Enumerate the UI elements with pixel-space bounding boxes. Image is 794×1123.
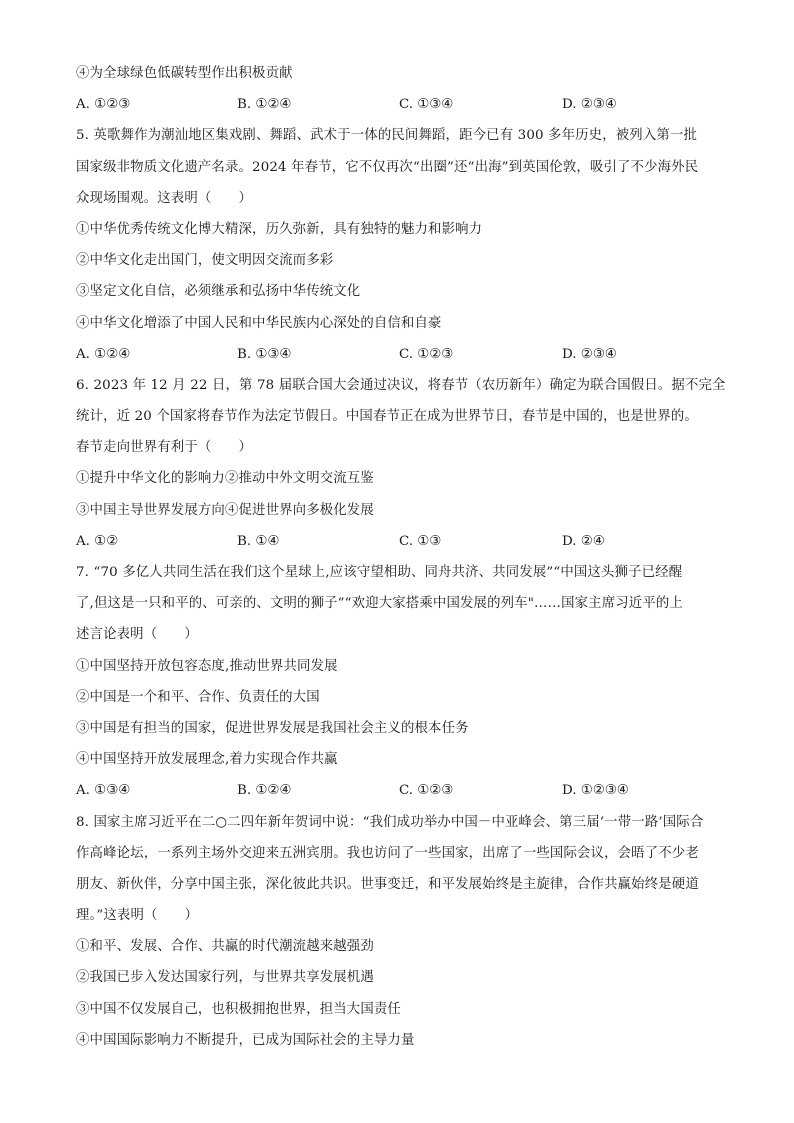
q5-option-c: C. ①②③ xyxy=(399,346,454,362)
q5-option-b: B. ①③④ xyxy=(237,346,292,362)
q6-stem-line-1: 6. 2023 年 12 月 22 日，第 78 届联合国大会通过决议，将春节（农历新年）确定为联合国假日。据不完全 xyxy=(76,377,726,393)
q6-option-d: D. ②④ xyxy=(562,533,605,549)
q7-stem-line-3: 述言论表明（ ） xyxy=(76,627,198,643)
q5-stem-line-3: 众现场围观。这表明（ ） xyxy=(76,190,253,206)
q6-option-c: C. ①③ xyxy=(399,533,442,549)
q7-option-a: A. ①③④ xyxy=(76,783,131,799)
q8-item-1: ①和平、发展、合作、共赢的时代潮流越来越强劲 xyxy=(76,939,374,955)
q8-item-3: ③中国不仅发展自己，也积极拥抱世界，担当大国责任 xyxy=(76,1001,401,1017)
q7-item-2: ②中国是一个和平、合作、负责任的大国 xyxy=(76,689,320,705)
q8-stem-line-4: 理。”这表明（ ） xyxy=(76,908,199,924)
q7-item-4: ④中国坚持开放发展理念,着力实现合作共赢 xyxy=(76,752,338,768)
q5-option-a: A. ①②④ xyxy=(76,346,131,362)
q8-stem-line-3: 朋友、新伙伴，分享中国主张，深化彼此共识。世事变迁，和平发展始终是主旋律，合作共赢始终是硬道 xyxy=(76,876,699,892)
q4-options xyxy=(76,89,726,120)
q6-option-a: A. ①② xyxy=(76,533,119,549)
q7-option-c: C. ①②③ xyxy=(399,783,454,799)
q6-option-b: B. ①④ xyxy=(237,533,280,549)
q7-stem-line-1: 7. “70 多亿人共同生活在我们这个星球上,应该守望相助、同舟共济、共同发展”“中国这头狮子已经醒 xyxy=(76,565,683,580)
q8-stem-line-1: 8. 国家主席习近平在二○二四年新年贺词中说：“我们成功举办中国－中亚峰会、第三届‘一带一路’国际合 xyxy=(76,814,704,830)
q5-options xyxy=(76,339,726,370)
q5-stem-line-1: 5. 英歌舞作为潮汕地区集戏剧、舞蹈、武术于一体的民间舞蹈，距今已有 300 多年历史，被列入第一批 xyxy=(76,128,698,144)
q4-option-b: B. ①②④ xyxy=(237,97,292,113)
q5-stem-line-2: 国家级非物质文化遗产名录。2024 年春节，它不仅再次“出圈”还“出海”到英国伦敦，吸引了不少海外民 xyxy=(76,159,699,175)
q4-option-d: D. ②③④ xyxy=(562,97,617,113)
q4-item-4: ④为全球绿色低碳转型作出积极贡献 xyxy=(76,66,293,81)
q7-option-d: D. ①②③④ xyxy=(562,783,629,799)
q8-item-2: ②我国已步入发达国家行列，与世界共享发展机遇 xyxy=(76,970,374,986)
q6-item-1: ①提升中华文化的影响力②推动中外文明交流互鉴 xyxy=(76,471,374,487)
q6-item-2: ③中国主导世界发展方向④促进世界向多极化发展 xyxy=(76,502,374,518)
exam-page xyxy=(76,58,726,1056)
q6-stem-line-3: 春节走向世界有利于（ ） xyxy=(76,440,253,456)
q6-options xyxy=(76,526,726,557)
q7-item-1: ①中国坚持开放包容态度,推动世界共同发展 xyxy=(76,658,338,674)
q7-item-3: ③中国是有担当的国家，促进世界发展是我国社会主义的根本任务 xyxy=(76,720,469,736)
q4-option-c: C. ①③④ xyxy=(399,97,454,113)
q7-option-b: B. ①②④ xyxy=(237,783,292,799)
q7-stem-line-2: 了,但这是一只和平的、可亲的、文明的狮子”“欢迎大家搭乘中国发展的列车"……国家主席习近平的上 xyxy=(76,596,683,612)
q5-item-1: ①中华优秀传统文化博大精深，历久弥新，具有独特的魅力和影响力 xyxy=(76,221,483,237)
q5-item-3: ③坚定文化自信，必须继承和弘扬中华传统文化 xyxy=(76,284,361,300)
q7-options xyxy=(76,775,726,806)
q5-option-d: D. ②③④ xyxy=(562,346,617,362)
q8-stem-line-2: 作高峰论坛，一系列主场外交迎来五洲宾朋。我也访问了一些国家，出席了一些国际会议，会晤了不少老 xyxy=(76,845,699,861)
q4-option-a: A. ①②③ xyxy=(76,97,131,113)
q5-item-4: ④中华文化增添了中国人民和中华民族内心深处的自信和自豪 xyxy=(76,315,442,331)
q6-stem-line-2: 统计，近 20 个国家将春节作为法定节假日。中国春节正在成为世界节日，春节是中国的，也是世界的。 xyxy=(76,409,698,425)
q5-item-2: ②中华文化走出国门，使文明因交流而多彩 xyxy=(76,253,334,269)
q8-item-4: ④中国国际影响力不断提升，已成为国际社会的主导力量 xyxy=(76,1032,415,1048)
